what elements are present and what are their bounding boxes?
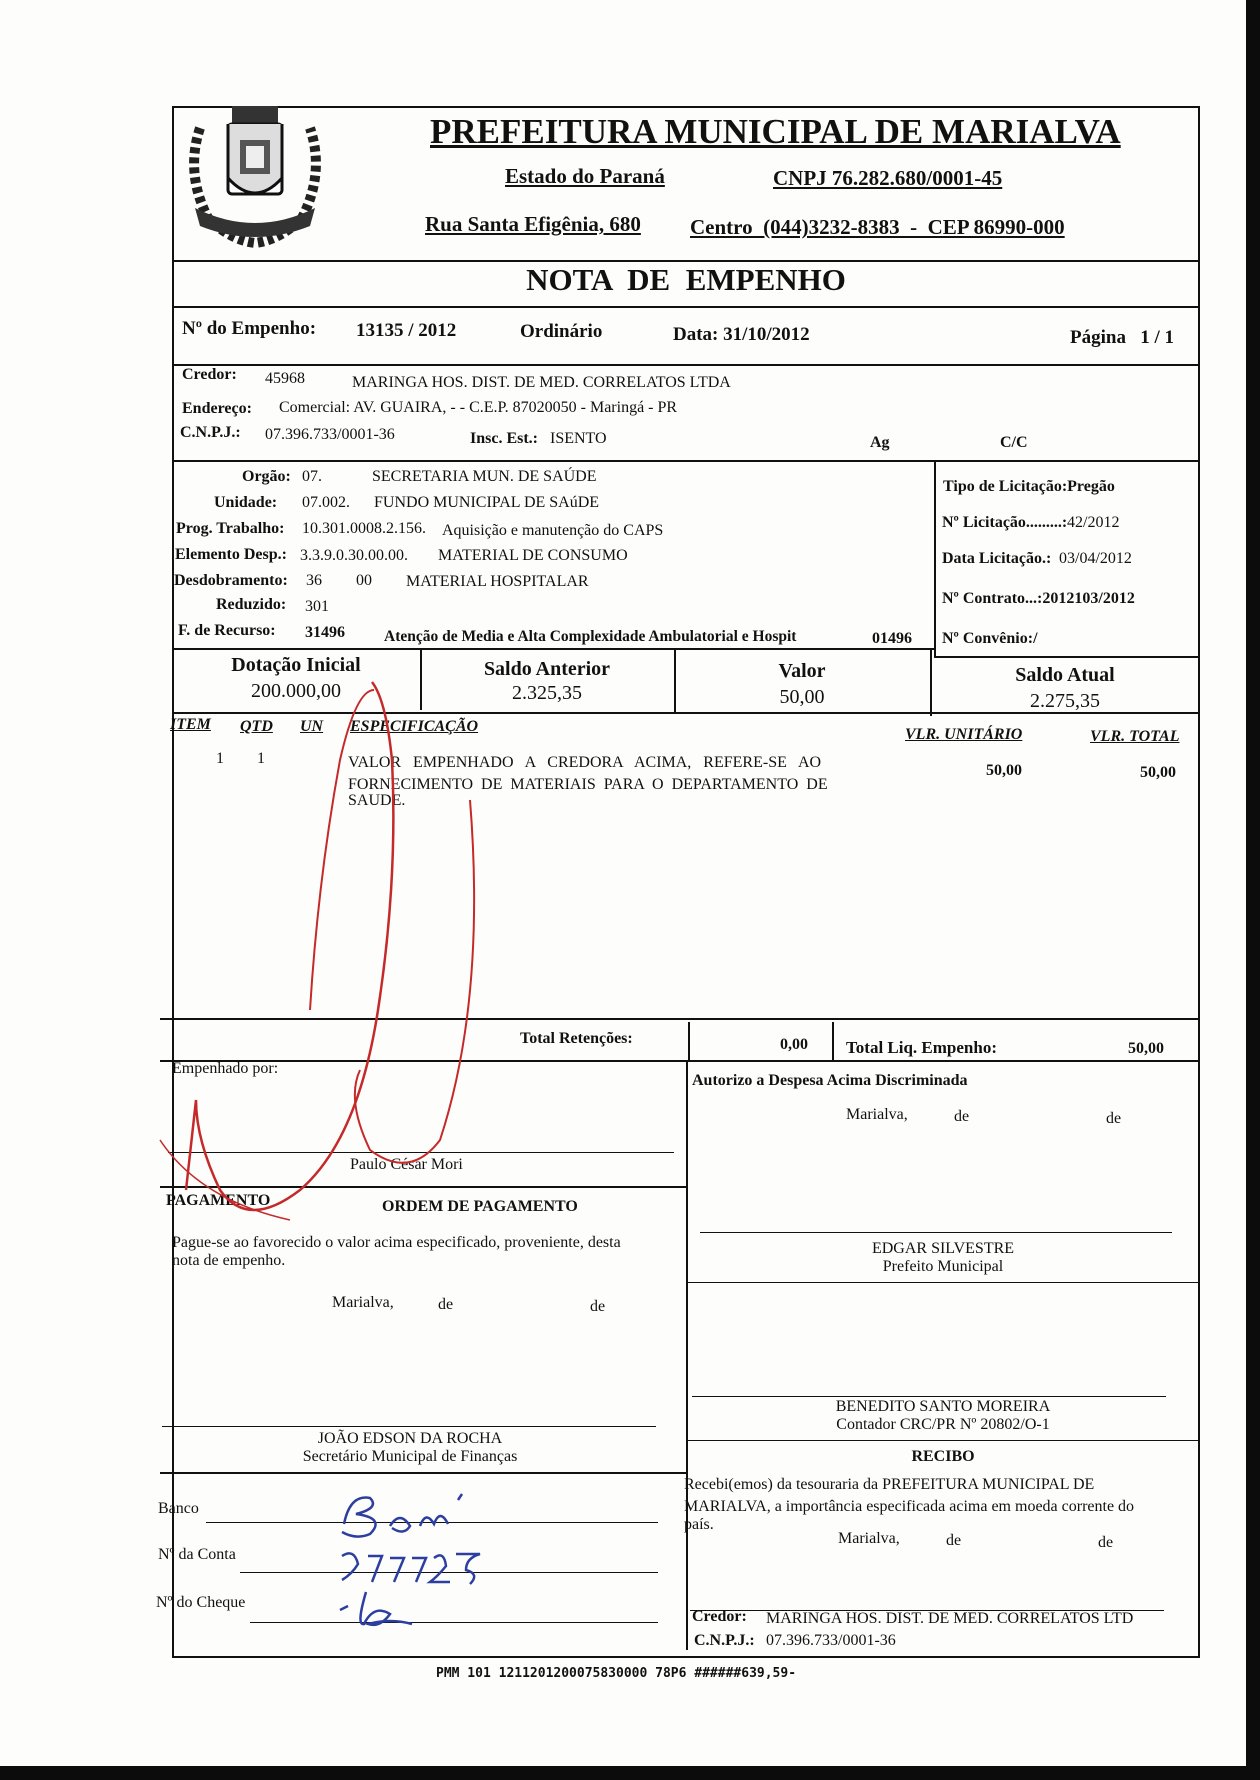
divider — [160, 1472, 686, 1474]
signature-line — [162, 1426, 656, 1427]
col-vlr-unitario: VLR. UNITÁRIO — [905, 726, 1023, 743]
elemento-code: 3.3.9.0.30.00.00. — [300, 547, 408, 564]
retencoes-value: 0,00 — [780, 1036, 808, 1053]
recurso-ref: 01496 — [872, 630, 912, 647]
total-liquido-label: Total Liq. Empenho: — [846, 1038, 997, 1057]
divider — [160, 1186, 686, 1188]
divider — [172, 306, 1200, 308]
valor-label: Valor — [778, 660, 826, 682]
retencoes-label: Total Retenções: — [520, 1030, 633, 1047]
recibo-credor-label: Credor: — [692, 1608, 747, 1625]
desdobramento-a: 36 — [306, 572, 322, 589]
endereco-label: Endereço: — [182, 400, 252, 417]
header-address: Rua Santa Efigênia, 680 — [425, 212, 641, 236]
banco-line — [206, 1522, 658, 1523]
dotacao-label: Dotação Inicial — [231, 654, 361, 676]
saldo-atual-label: Saldo Atual — [1015, 664, 1115, 686]
divider — [172, 364, 1200, 366]
autorizo-city: Marialva, — [846, 1106, 908, 1123]
empenhado-name: Paulo César Mori — [350, 1156, 463, 1173]
recibo-text-line1: Recebi(emos) da tesouraria da PREFEITURA MUNICIPAL DE — [684, 1476, 1095, 1493]
recibo-de2: de — [1098, 1534, 1114, 1551]
recibo-credor-name: MARINGA HOS. DIST. DE MED. CORRELATOS LTD — [766, 1610, 1134, 1627]
secretario-title: Secretário Municipal de Finanças — [302, 1448, 518, 1465]
divider — [160, 1060, 1200, 1062]
recibo-de1: de — [946, 1532, 962, 1549]
prefeito-title: Prefeito Municipal — [882, 1258, 1004, 1275]
desdobramento-name: MATERIAL HOSPITALAR — [406, 573, 589, 590]
saldo-atual-value: 2.275,35 — [1030, 690, 1100, 712]
recurso-label: F. de Recurso: — [178, 622, 276, 639]
contador-title: Contador CRC/PR Nº 20802/O-1 — [836, 1416, 1050, 1433]
unidade-code: 07.002. — [302, 494, 350, 511]
saldo-anterior-label: Saldo Anterior — [483, 658, 611, 680]
scan-border-right — [1246, 0, 1260, 1780]
prog-code: 10.301.0008.2.156. — [302, 520, 426, 537]
page-number: Página 1 / 1 — [1070, 327, 1174, 348]
credor-code: 45968 — [265, 370, 305, 387]
autorizo-de1: de — [954, 1108, 970, 1125]
credor-name: MARINGA HOS. DIST. DE MED. CORRELATOS LTDA — [352, 374, 731, 391]
banco-label: Banco — [158, 1500, 199, 1517]
municipal-crest-icon — [180, 98, 330, 248]
orgao-code: 07. — [302, 468, 322, 485]
item-description-line2: FORNECIMENTO DE MATERIAIS PARA O DEPARTAMENTO DE — [348, 776, 828, 793]
conta-label: Nº da Conta — [158, 1546, 236, 1563]
divider — [160, 1018, 1200, 1020]
licitacao-number-label: Nº Licitação.........: — [942, 514, 1068, 531]
pagamento-city: Marialva, — [332, 1294, 394, 1311]
licitacao-date: 03/04/2012 — [1059, 550, 1132, 567]
divider — [934, 460, 936, 658]
account-label: C/C — [1000, 434, 1028, 451]
convenio-number: Nº Convênio:/ — [942, 630, 1038, 647]
header-state: Estado do Paraná — [505, 164, 665, 188]
credor-address: Comercial: AV. GUAIRA, - - C.E.P. 87020050 - Maringá - PR — [279, 399, 678, 416]
reduzido-label: Reduzido: — [216, 596, 287, 613]
secretario-name: JOÃO EDSON DA ROCHA — [317, 1430, 503, 1447]
autorizo-de2: de — [1106, 1110, 1122, 1127]
contrato-number: Nº Contrato...:2012103/2012 — [942, 590, 1135, 607]
divider — [934, 656, 1200, 658]
footer-code: PMM 101 1211201200075830000 78P6 ######639,59- — [436, 1666, 797, 1681]
recurso-name: Atenção de Media e Alta Complexidade Ambulatorial e Hospit — [384, 628, 797, 645]
divider — [686, 1060, 688, 1650]
item-description-line3: SAUDE. — [348, 792, 406, 809]
header-contact: Centro (044)3232-8383 - CEP 86990-000 — [690, 215, 1065, 239]
prog-label: Prog. Trabalho: — [176, 520, 285, 537]
credor-insc: ISENTO — [550, 430, 607, 447]
col-vlr-total: VLR. TOTAL — [1090, 728, 1180, 745]
prog-name: Aquisição e manutenção do CAPS — [442, 522, 664, 539]
recibo-text-line3: país. — [684, 1516, 714, 1533]
pagamento-label: PAGAMENTO — [166, 1192, 271, 1209]
licitacao-number: 42/2012 — [1067, 514, 1120, 531]
item-description-line1: VALOR EMPENHADO A CREDORA ACIMA, REFERE-SE AO — [348, 754, 822, 771]
empenho-date: Data: 31/10/2012 — [673, 324, 810, 345]
header-cnpj: CNPJ 76.282.680/0001-45 — [773, 166, 1003, 190]
item-total-value: 50,00 — [1140, 764, 1176, 781]
empenho-label: Nº do Empenho: — [182, 318, 317, 339]
col-un: UN — [300, 718, 324, 735]
item-number: 1 — [216, 750, 224, 767]
recibo-cnpj: 07.396.733/0001-36 — [766, 1632, 896, 1649]
credor-label: Credor: — [182, 366, 237, 383]
cnpj-label: C.N.P.J.: — [180, 424, 241, 441]
header-title: PREFEITURA MUNICIPAL DE MARIALVA — [430, 112, 1121, 151]
orgao-label: Orgão: — [242, 468, 291, 485]
credor-cnpj: 07.396.733/0001-36 — [265, 426, 395, 443]
reduzido-value: 301 — [305, 598, 329, 615]
ordem-pagamento-title: ORDEM DE PAGAMENTO — [382, 1198, 578, 1215]
item-qtd: 1 — [257, 750, 265, 767]
insc-label: Insc. Est.: — [470, 430, 539, 447]
total-liquido-value: 50,00 — [1128, 1040, 1164, 1057]
pagamento-text-line1: Pague-se ao favorecido o valor acima especificado, proveniente, desta — [172, 1234, 621, 1251]
desdobramento-b: 00 — [356, 572, 372, 589]
pagamento-de2: de — [590, 1298, 606, 1315]
conta-line — [240, 1572, 658, 1573]
divider — [172, 648, 934, 650]
licitacao-date-label: Data Licitação.: — [942, 550, 1052, 567]
col-qtd: QTD — [240, 718, 273, 735]
divider — [686, 1282, 1200, 1283]
scan-border-bottom — [0, 1766, 1260, 1780]
divider — [688, 1022, 690, 1062]
recibo-city: Marialva, — [838, 1530, 900, 1547]
divider — [172, 460, 1200, 462]
elemento-label: Elemento Desp.: — [175, 546, 287, 563]
col-especificacao: ESPECIFICAÇÃO — [350, 718, 479, 735]
empenho-number: 13135 / 2012 — [356, 320, 457, 341]
saldo-anterior-value: 2.325,35 — [512, 682, 582, 704]
divider — [832, 1022, 834, 1062]
cheque-label: Nº do Cheque — [156, 1594, 246, 1611]
autorizo-label: Autorizo a Despesa Acima Discriminada — [692, 1072, 968, 1089]
empenhado-label: Empenhado por: — [172, 1060, 279, 1077]
agency-label: Ag — [870, 434, 890, 451]
signature-line — [700, 1232, 1172, 1233]
recibo-cnpj-label: C.N.P.J.: — [694, 1632, 755, 1649]
dotacao-value: 200.000,00 — [251, 680, 341, 702]
recibo-text-line2: MARIALVA, a importância especificada acima em moeda corrente do — [684, 1498, 1135, 1515]
tipo-licitacao: Tipo de Licitação:Pregão — [943, 478, 1115, 495]
document-title: NOTA DE EMPENHO — [526, 262, 846, 297]
recurso-code: 31496 — [305, 624, 345, 641]
signature-line — [692, 1396, 1166, 1397]
divider — [172, 712, 1200, 714]
desdobramento-label: Desdobramento: — [174, 572, 288, 589]
empenho-type: Ordinário — [520, 321, 603, 342]
signature-line — [168, 1152, 674, 1153]
pagamento-text-line2: nota de empenho. — [172, 1252, 286, 1269]
pagamento-de1: de — [438, 1296, 454, 1313]
valor-value: 50,00 — [779, 686, 825, 708]
item-unit-value: 50,00 — [986, 762, 1022, 779]
cheque-line — [250, 1622, 658, 1623]
unidade-label: Unidade: — [214, 494, 278, 511]
contador-name: BENEDITO SANTO MOREIRA — [835, 1398, 1051, 1415]
unidade-name: FUNDO MUNICIPAL DE SAúDE — [374, 494, 600, 511]
orgao-name: SECRETARIA MUN. DE SAÚDE — [372, 468, 597, 485]
recibo-title: RECIBO — [911, 1448, 975, 1465]
elemento-name: MATERIAL DE CONSUMO — [438, 547, 628, 564]
divider — [686, 1440, 1200, 1441]
col-item: ITEM — [170, 716, 211, 733]
prefeito-name: EDGAR SILVESTRE — [871, 1240, 1015, 1257]
